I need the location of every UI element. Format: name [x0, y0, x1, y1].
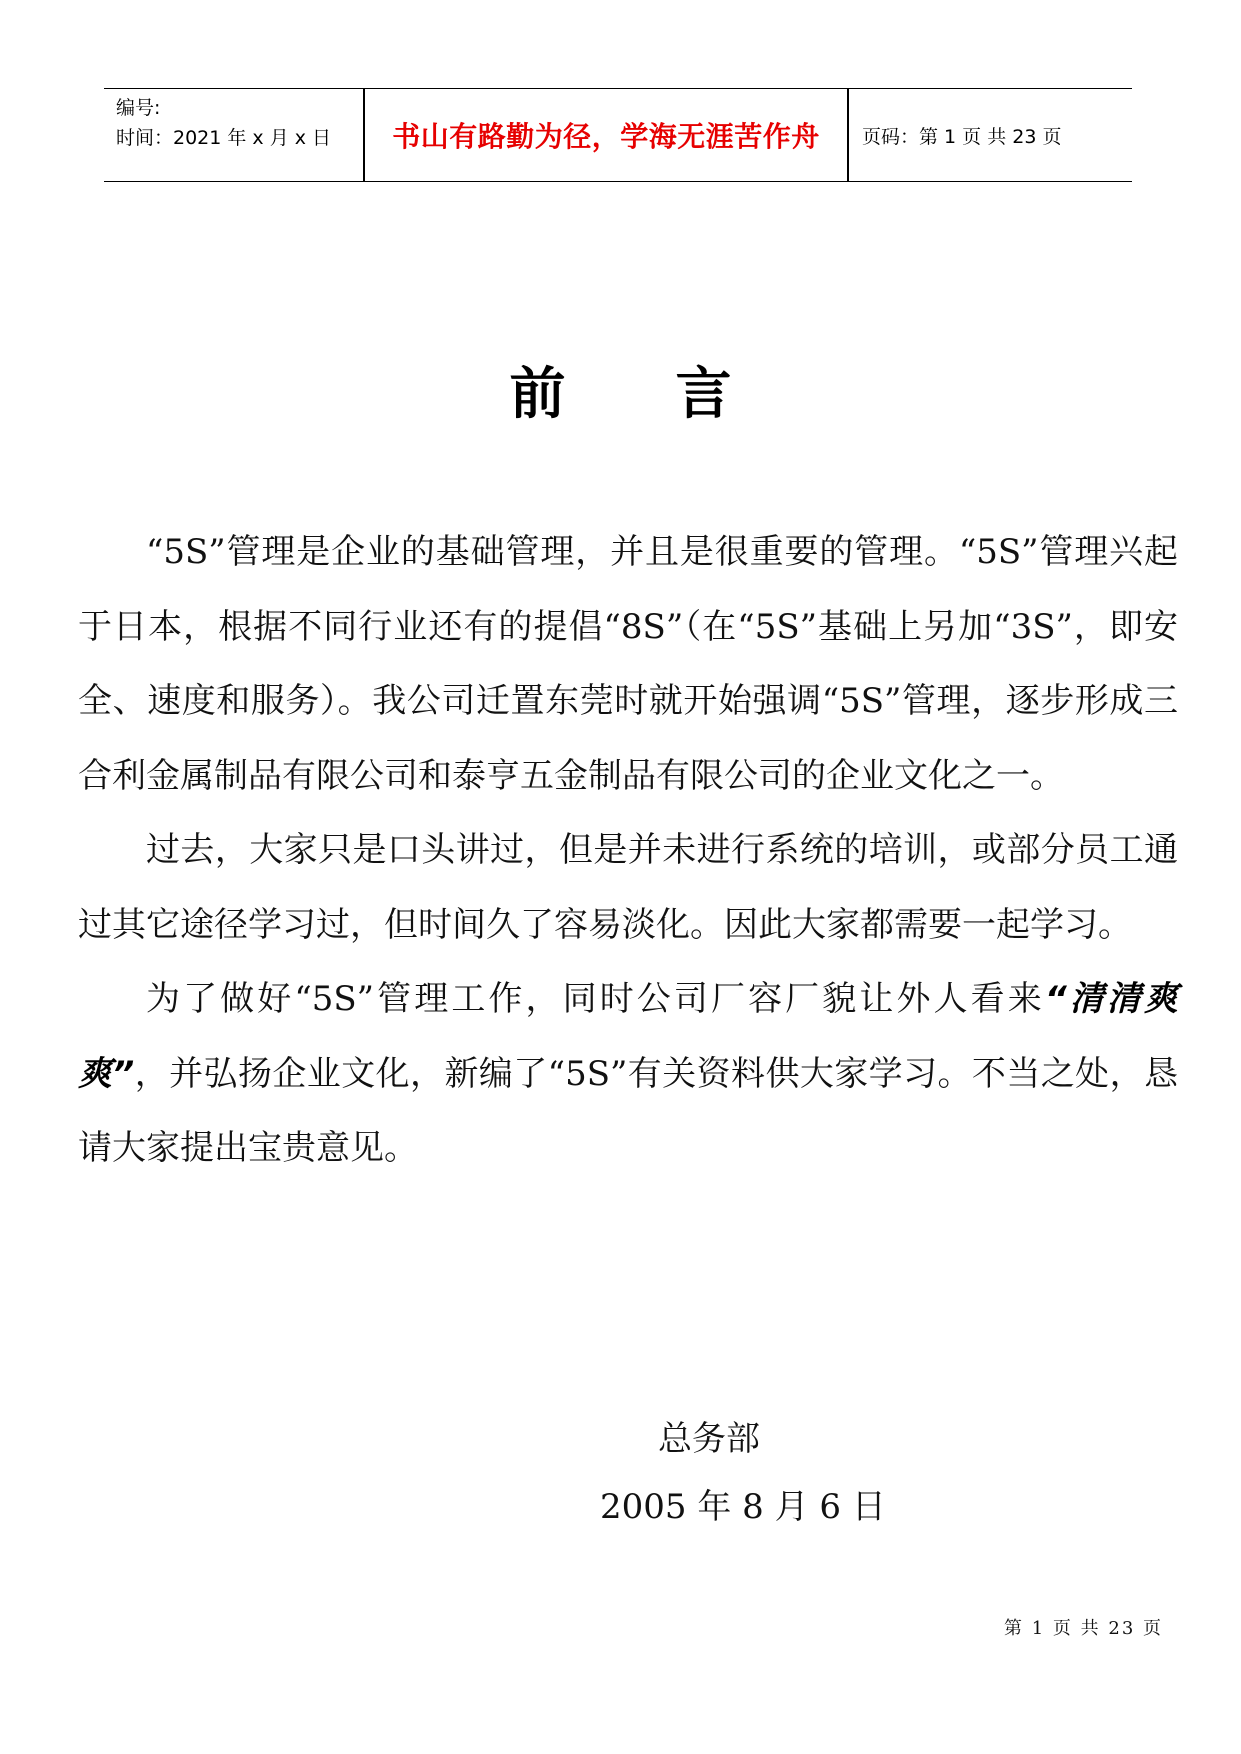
- paragraph-3-emphasis: “清清爽爽”: [78, 979, 1179, 1094]
- page-footer: 第 1 页 共 23 页: [1004, 1618, 1163, 1639]
- signature-date: 2005 年 8 月 6 日: [600, 1487, 886, 1527]
- page-title-char-1: 前: [509, 362, 566, 427]
- header-meta: [116, 93, 331, 153]
- signature-block: [600, 1405, 920, 1541]
- page-title-char-2: 言: [675, 362, 732, 427]
- document-time-label: 时间：2021 年 x 月 x 日: [116, 127, 332, 149]
- document-number-label: 编号:: [116, 97, 161, 119]
- document-header: [104, 88, 1132, 182]
- header-page-number: 页码：第 1 页 共 23 页: [862, 125, 1062, 148]
- paragraph-3-text-before: 为了做好“5S”管理工作，同时公司厂容厂貌让外人看来: [146, 979, 1045, 1019]
- header-motto: 书山有路勤为径，学海无涯苦作舟: [392, 120, 820, 153]
- preface-paragraph-1: “5S”管理是企业的基础管理，并且是很重要的管理。“5S”管理兴起于日本，根据不同行业还有的提倡“8S”（在“5S”基础上另加“3S”，即安全、速度和服务）。我公司迁置东莞时就开始强调“5S”管理，逐步形成三合利金属制品有限公司和泰亨五金制品有限公司的企业文化之一。: [78, 532, 1178, 796]
- paragraph-3-text-after: ，并弘扬企业文化，新编了“5S”有关资料供大家学习。不当之处，恳请大家提出宝贵意见。: [78, 1053, 1178, 1168]
- preface-body: [78, 515, 1178, 1186]
- page-title: [0, 360, 1241, 430]
- header-divider-right: [847, 89, 849, 181]
- signature-department: 总务部: [658, 1419, 760, 1459]
- preface-paragraph-2: 过去，大家只是口头讲过，但是并未进行系统的培训，或部分员工通过其它途径学习过，但时间久了容易淡化。因此大家都需要一起学习。: [78, 830, 1178, 945]
- preface-paragraph-3: [78, 962, 1178, 1186]
